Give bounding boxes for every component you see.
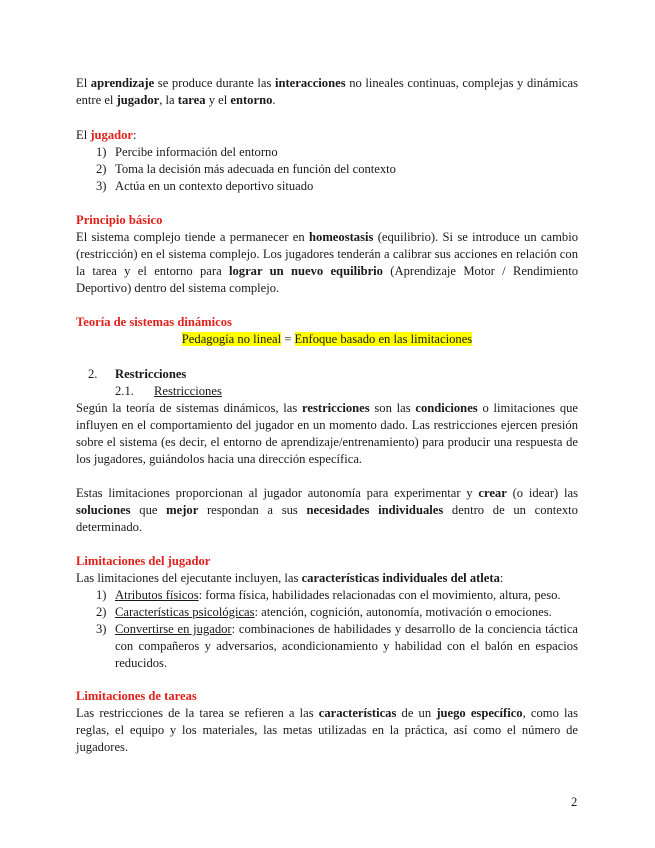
intro-paragraph: El aprendizaje se produce durante las interacciones no lineales continuas, complejas y dinámicas entre el jugador, la tarea y el entorno. [76,76,579,107]
restricciones-paragraph-1: Según la teoría de sistemas dinámicos, las restricciones son las condiciones o limitaciones que influyen en el comportamiento del jugador en un momento dado. Las restricciones ejercen presión sobre el sistema (es decir, el entorno de aprendizaje/entrenamiento) para producir una respuesta de los jugadores, guiándolos hacia una dirección específica. [76,401,578,466]
jugador-heading: El jugador: [76,128,137,142]
lim-tareas-paragraph: Las restricciones de la tarea se refieren a las características de un juego específico, como las reglas, el equipo y los materiales, las metas utilizadas en la práctica, así como el número de jugadores. [76,706,578,754]
list-item: 1) Percibe información del entorno [96,145,278,159]
lim-tareas-heading: Limitaciones de tareas [76,689,197,703]
page-number: 2 [571,795,578,809]
pedagogia-highlight: Pedagogía no lineal [181,332,282,346]
restricciones-paragraph-2: Estas limitaciones proporcionan al jugador autonomía para experimentar y crear (o idear) las soluciones que mejor respondan a sus necesidades individuales dentro de un contexto determinado. [76,486,578,534]
lim-jugador-list [76,587,578,672]
list-item: 3) Actúa en un contexto deportivo situado [96,179,314,193]
lim-jugador-intro: Las limitaciones del ejecutante incluyen, las características individuales del atleta: [76,571,504,585]
teoria-heading: Teoría de sistemas dinámicos [76,315,232,329]
teoria-equation: Pedagogía no lineal = Enfoque basado en las limitaciones [181,332,473,346]
principio-heading: Principio básico [76,213,163,227]
list-item: 1) Atributos físicos: forma física, habilidades relacionadas con el movimiento, altura, peso. [96,588,561,602]
jugador-list [76,144,578,195]
principio-paragraph: El sistema complejo tiende a permanecer en homeostasis (equilibrio). Si se introduce un cambio (restricción) en el sistema complejo. Los jugadores tenderán a calibrar sus acciones en relación con la tarea y el entorno para lograr un nuevo equilibrio (Aprendizaje Motor / Rendimiento Deportivo) dentro del sistema complejo. [76,230,579,295]
enfoque-highlight: Enfoque basado en las limitaciones [294,332,473,346]
list-item: 2) Características psicológicas: atención, cognición, autonomía, motivación o emociones. [96,605,552,619]
lim-jugador-heading: Limitaciones del jugador [76,554,211,568]
list-item: 3) Convertirse en jugador: combinaciones de habilidades y desarrollo de la conciencia táctica con compañeros y adversarios, acondicionamiento y habilidad con el balón en espacios reducidos. [96,622,578,670]
list-item: 2) Toma la decisión más adecuada en función del contexto [96,162,396,176]
document-page: El aprendizaje se produce durante las interacciones no lineales continuas, complejas y dinámicas entre el jugador, la tarea y el entorno. El jugador: 1) Percibe información del entorno 2) Toma la decisión más adecuada en función del contexto 3) Actúa en un contexto deportivo situado Principio básico El sistema complejo tiende a permanecer en homeostasis (equilibrio). Si se introduce un cambio (restricción) en el sistema complejo. Los jugadores tenderán a calibrar sus acciones en relación con la tarea y el entorno para lograr un nuevo equilibrio (Aprendizaje Motor / Rendimiento Deportivo) dentro del sistema complejo. Teoría de sistemas dinámicos Pedagogía no lineal = Enfoque basado en las limitaciones 2. Restricciones 2.1. Restricciones Según la teoría de sistemas dinámicos, las restricciones son las condiciones o limitaciones que influyen en el comportamiento del jugador en un momento dado. Las restricciones ejercen presión sobre el sistema (es decir, el entorno de aprendizaje/entrenamiento) para producir una respuesta de los jugadores, guiándolos hacia una dirección específica. Estas limitaciones proporcionan al jugador autonomía para experimentar y crear (o idear) las soluciones que mejor respondan a sus necesidades individuales dentro de un contexto determinado. Limitaciones del jugador Las limitaciones del ejecutante incluyen, las características individuales del atleta: 1) Atributos físicos: forma física, habilidades relacionadas con el movimiento, altura, peso. 2) Características psicológicas: atención, cognición, autonomía, motivación o emociones. 3) Convertirse en jugador: combinaciones de habilidades y desarrollo de la conciencia táctica con compañeros y adversarios, acondicionamiento y habilidad con el balón en espacios reducidos. Limitaciones de tareas Las restricciones de la tarea se refieren a las características de un juego específico, como las reglas, el equipo y los materiales, las metas utilizadas en la práctica, así como el número de jugadores. 2 [76,76,579,809]
